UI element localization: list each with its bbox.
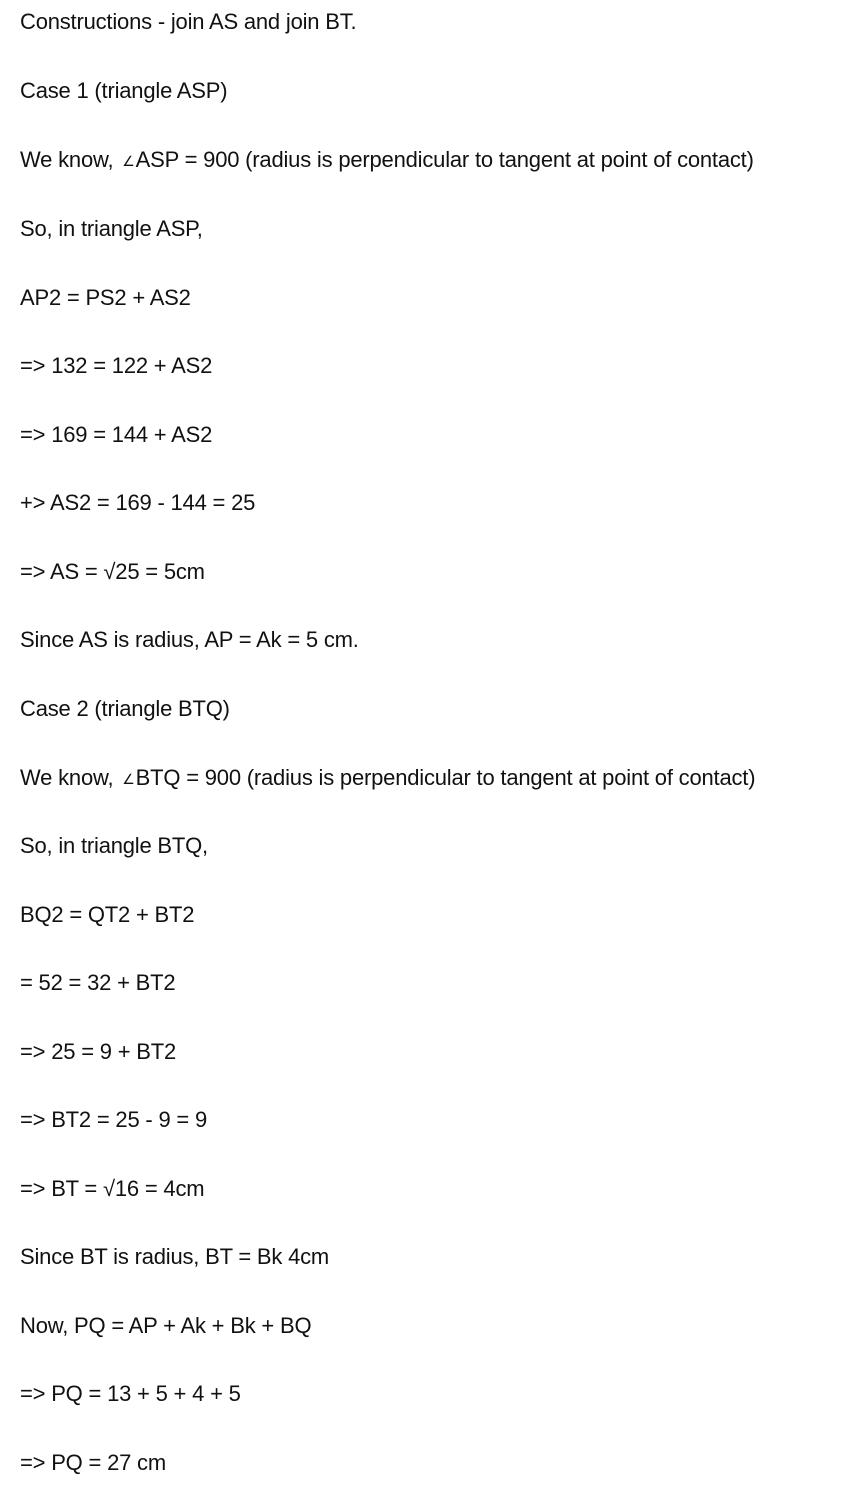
text-line: So, in triangle BTQ, (20, 833, 208, 858)
text-line: We know, ∠ASP = 900 (radius is perpendicular to tangent at point of contact) (20, 147, 754, 172)
text-line: +> AS2 = 169 - 144 = 25 (20, 490, 256, 515)
text-line: BQ2 = QT2 + BT2 (20, 902, 195, 927)
text-line: => 132 = 122 + AS2 (20, 353, 213, 378)
text-line: => BT = √16 = 4cm (20, 1176, 205, 1201)
angle-symbol: ∠ (122, 771, 135, 787)
text-line: => 25 = 9 + BT2 (20, 1039, 177, 1064)
text-line: Now, PQ = AP + Ak + Bk + BQ (20, 1313, 312, 1338)
text-line: So, in triangle ASP, (20, 216, 203, 241)
text-line: => PQ = 13 + 5 + 4 + 5 (20, 1381, 241, 1406)
text-line: Case 1 (triangle ASP) (20, 78, 228, 103)
text-line: Constructions - join AS and join BT. (20, 9, 357, 34)
text-line: AP2 = PS2 + AS2 (20, 285, 191, 310)
text-line: = 52 = 32 + BT2 (20, 970, 176, 995)
text-line: => AS = √25 = 5cm (20, 559, 205, 584)
text-line: Since BT is radius, BT = Bk 4cm (20, 1244, 330, 1269)
angle-symbol: ∠ (122, 153, 135, 169)
text-line: => BT2 = 25 - 9 = 9 (20, 1107, 207, 1132)
text-line: Since AS is radius, AP = Ak = 5 cm. (20, 627, 359, 652)
text-line: Case 2 (triangle BTQ) (20, 696, 230, 721)
text-line: => 169 = 144 + AS2 (20, 422, 213, 447)
text-line: => PQ = 27 cm (20, 1450, 166, 1475)
text-line: We know, ∠BTQ = 900 (radius is perpendicular to tangent at point of contact) (20, 765, 756, 790)
